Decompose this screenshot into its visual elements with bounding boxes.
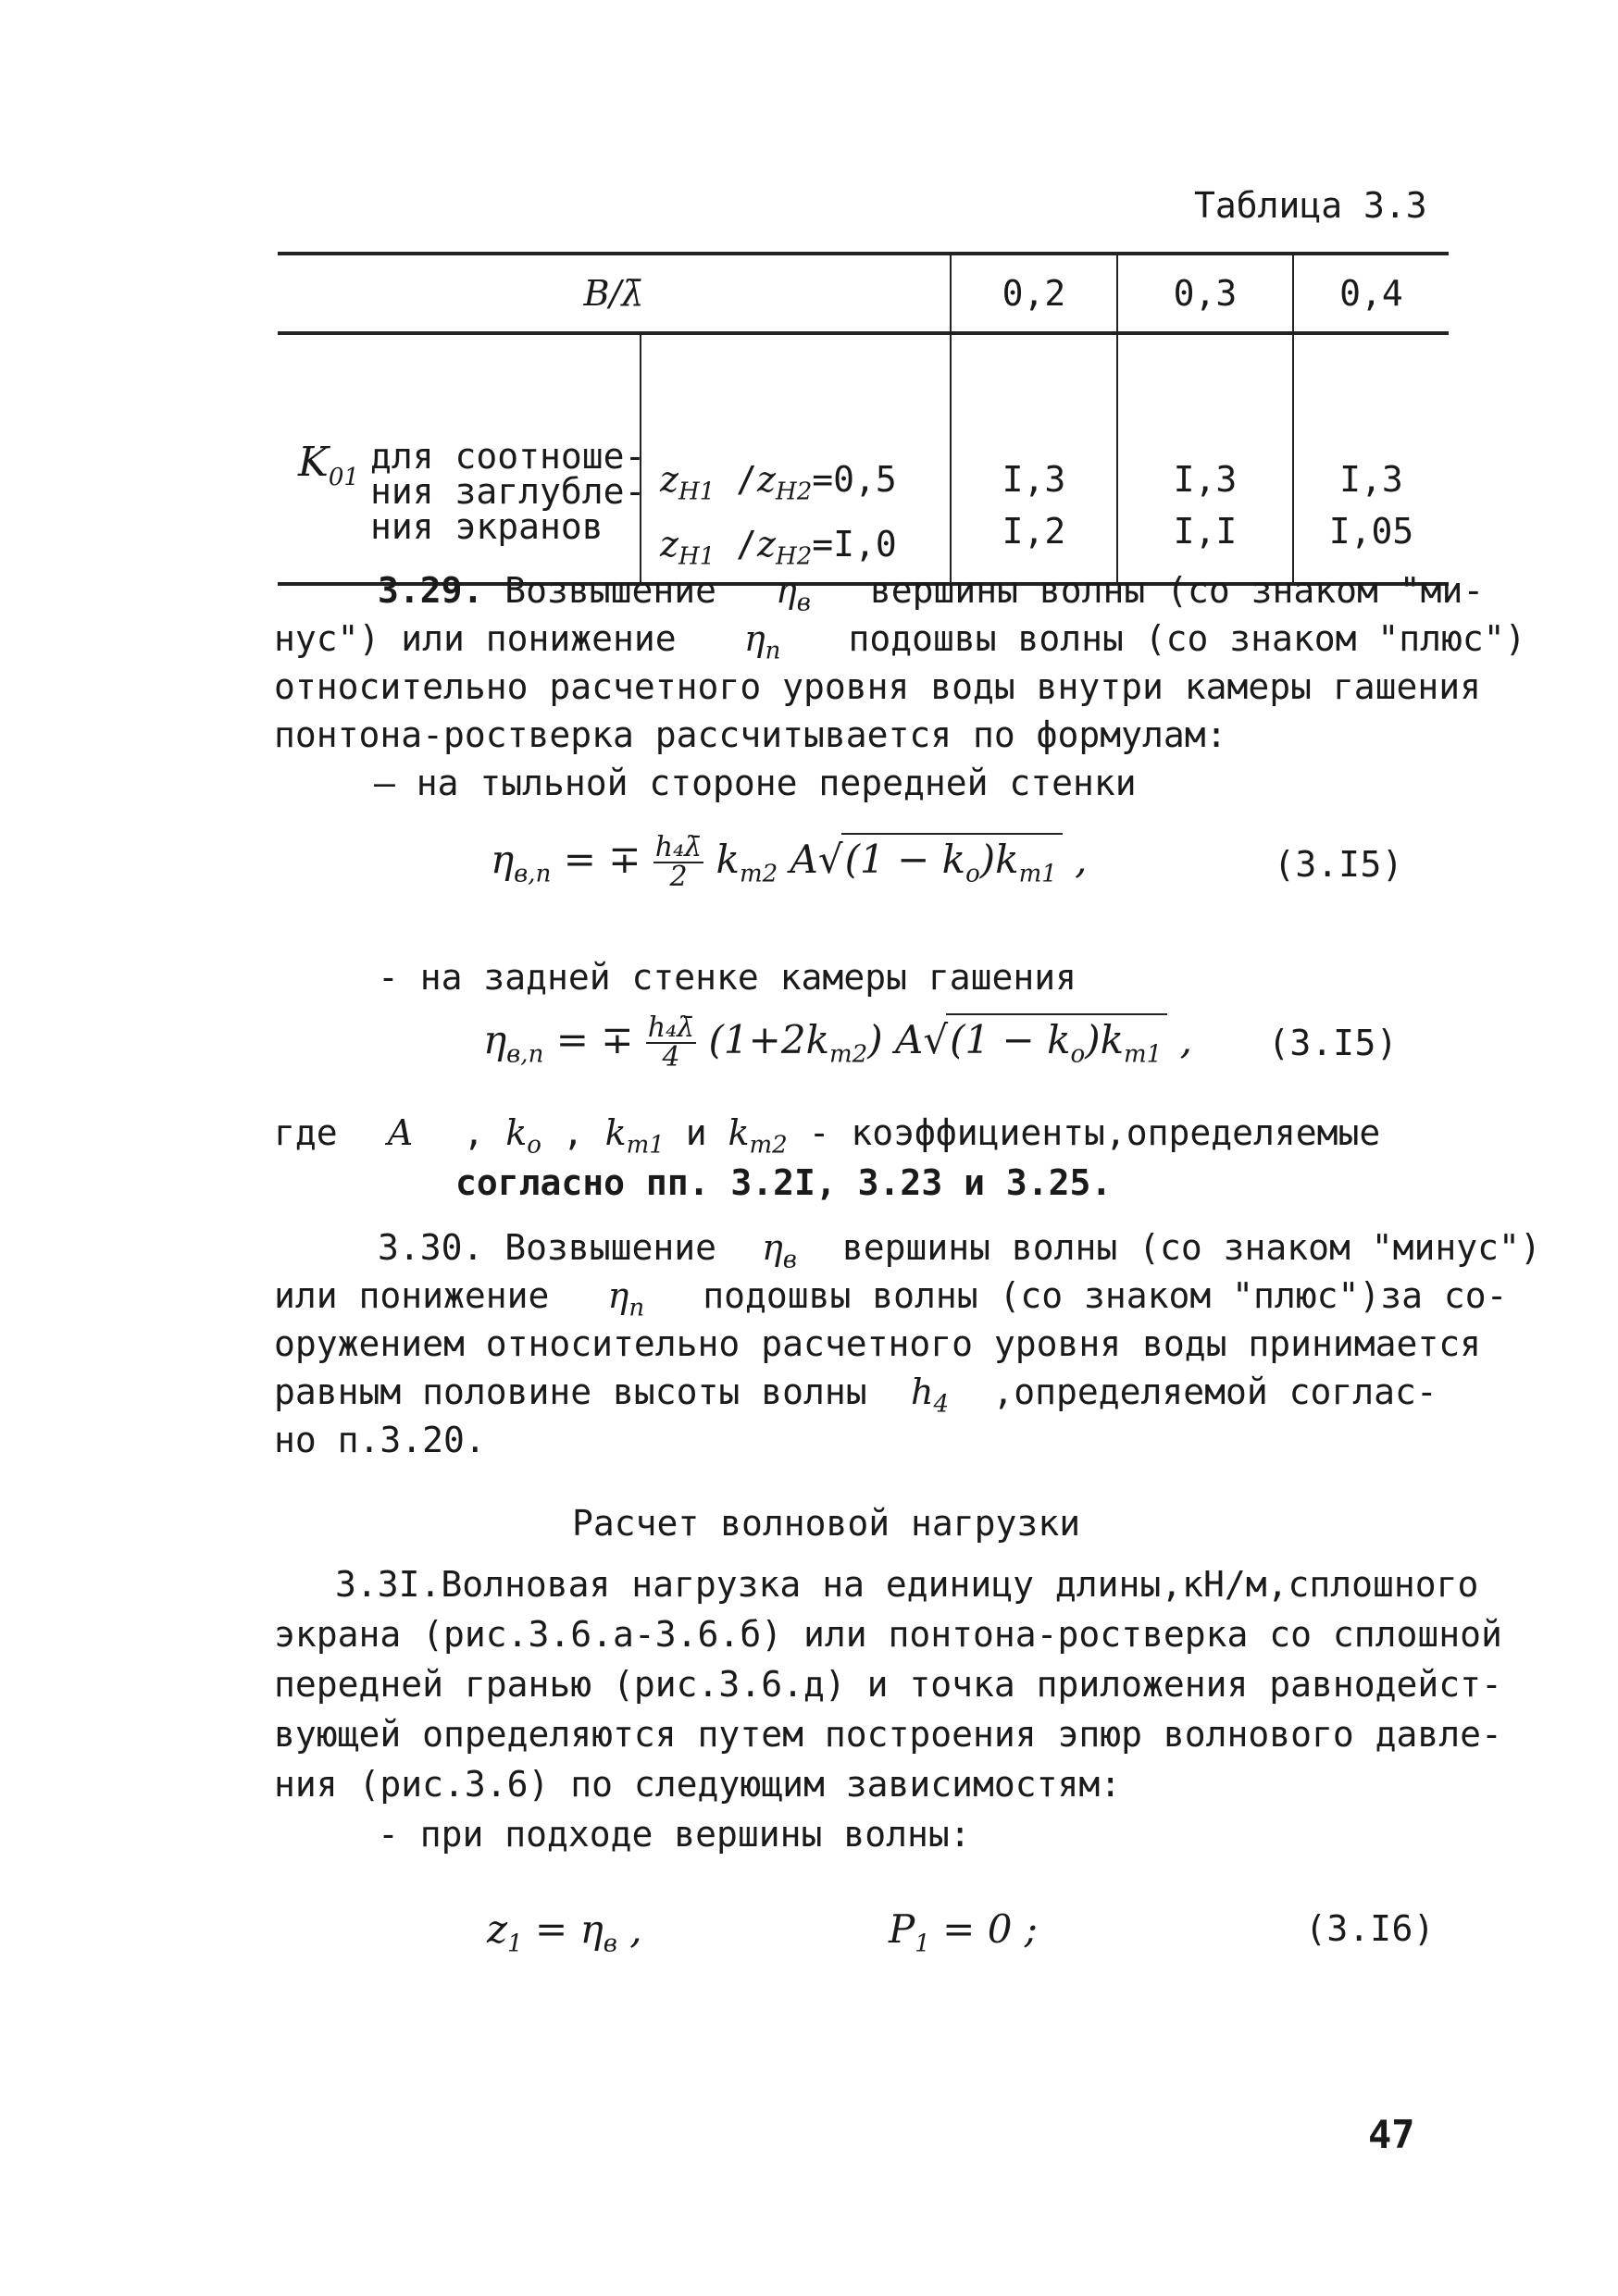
page-number: 47 bbox=[1368, 2112, 1415, 2157]
col-header-2: 0,3 bbox=[1117, 254, 1293, 333]
table-3-3 bbox=[278, 252, 1449, 586]
p330-line-4: равным половине высоты волны $h_4$ ,определяемой соглас- bbox=[274, 1371, 1438, 1419]
p329-line-1: 3.29. Возвышение $\eta_в$ вершины волны (со знаком "ми- bbox=[378, 570, 1485, 617]
formula-3-16-p: $P_1 = 0$ ; bbox=[889, 1906, 1038, 1958]
p330-line-3: оружением относительно расчетного уровня воды принимается bbox=[274, 1323, 1482, 1364]
p329-line-4: понтона-ростверка рассчитывается по формулам: bbox=[274, 714, 1227, 755]
p331-line-4: вующей определяются путем построения эпюр волнового давле- bbox=[274, 1714, 1502, 1755]
ratio-cell bbox=[641, 333, 951, 584]
table-body-row bbox=[278, 333, 1449, 584]
where-line-2: согласно пп. 3.2I, 3.23 и 3.25. bbox=[455, 1162, 1113, 1203]
formula-3-15-b: $\eta_{в,п}$ = ∓ $\frac{\text{h₄λ̄}}{4}$ $(1+2k_{m2}) A√(1 - k_o)k_{m1}$ , bbox=[483, 1011, 1192, 1074]
formula-3-16-z: $z_1 = \eta_в$ , bbox=[487, 1906, 642, 1958]
value-cell-2: I,3 I,I bbox=[1117, 333, 1293, 584]
value-cell-3: I,3 I,05 bbox=[1293, 333, 1449, 584]
p331-line-5: ния (рис.3.6) по следующим зависимостям: bbox=[274, 1764, 1122, 1805]
p329-line-3: относительно расчетного уровня воды внутри камеры гашения bbox=[274, 666, 1482, 707]
p329-bullet-2: - на задней стенке камеры гашения bbox=[378, 957, 1077, 998]
value-cell-1: I,3 I,2 bbox=[951, 333, 1117, 584]
where-line-1: где A , $k_o$ , $k_{m1}$ и $k_{m2}$ - коэффициенты,определяемые bbox=[274, 1112, 1381, 1160]
p331-line-3: передней гранью (рис.3.6.д) и точка приложения равнодейст- bbox=[274, 1664, 1502, 1705]
header-label: B/λ̄ bbox=[278, 254, 951, 333]
p330-line-5: но п.3.20. bbox=[274, 1420, 486, 1460]
k01-symbol: $K_{01}$ bbox=[298, 439, 359, 491]
eq-number-3-16: (3.I6) bbox=[1305, 1908, 1436, 1949]
row-label-text: для соотноше- ния заглубле- ния экранов bbox=[370, 436, 646, 547]
p331-line-2: экрана (рис.3.6.а-3.6.б) или понтона-ростверка со сплошной bbox=[274, 1614, 1502, 1655]
section-title: Расчет волновой нагрузки bbox=[572, 1503, 1081, 1544]
eq-number-3-15-a: (3.I5) bbox=[1274, 844, 1404, 885]
col-header-1: 0,2 bbox=[951, 254, 1117, 333]
eq-number-3-15-b: (3.I5) bbox=[1268, 1023, 1399, 1063]
p331-bullet-1: - при подходе вершины волны: bbox=[378, 1814, 971, 1855]
p331-line-1: 3.3I.Волновая нагрузка на единицу длины,кН/м,сплошного bbox=[335, 1564, 1479, 1605]
ratio-row-2: $z_{H1}$ $/z_{H2}=I,0$ bbox=[660, 523, 897, 571]
table-caption: Таблица 3.3 bbox=[1194, 185, 1427, 226]
p330-line-1: 3.30. Возвышение $\eta_в$ вершины волны (со знаком "минус") bbox=[378, 1227, 1541, 1274]
row-label-cell bbox=[278, 333, 646, 584]
col-header-3: 0,4 bbox=[1293, 254, 1449, 333]
table-header-row bbox=[278, 254, 1449, 333]
p330-line-2: или понижение $\eta_п$ подошвы волны (со знаком "плюс")за со- bbox=[274, 1275, 1508, 1322]
ratio-row-1: $z_{H1}$ $/z_{H2}=0,5$ bbox=[660, 459, 897, 506]
p329-line-2: нус") или понижение $\eta_п$ подошвы волны (со знаком "плюс") bbox=[274, 618, 1526, 665]
formula-3-15-a: $\eta_{в,п}$ = ∓ $\frac{\text{h₄λ̄}}{2}$ $k_{m2}$ $A√(1 - k_o)k_{m1}$ , bbox=[491, 831, 1088, 893]
p329-bullet-1: – на тыльной стороне передней стенки bbox=[374, 763, 1137, 803]
